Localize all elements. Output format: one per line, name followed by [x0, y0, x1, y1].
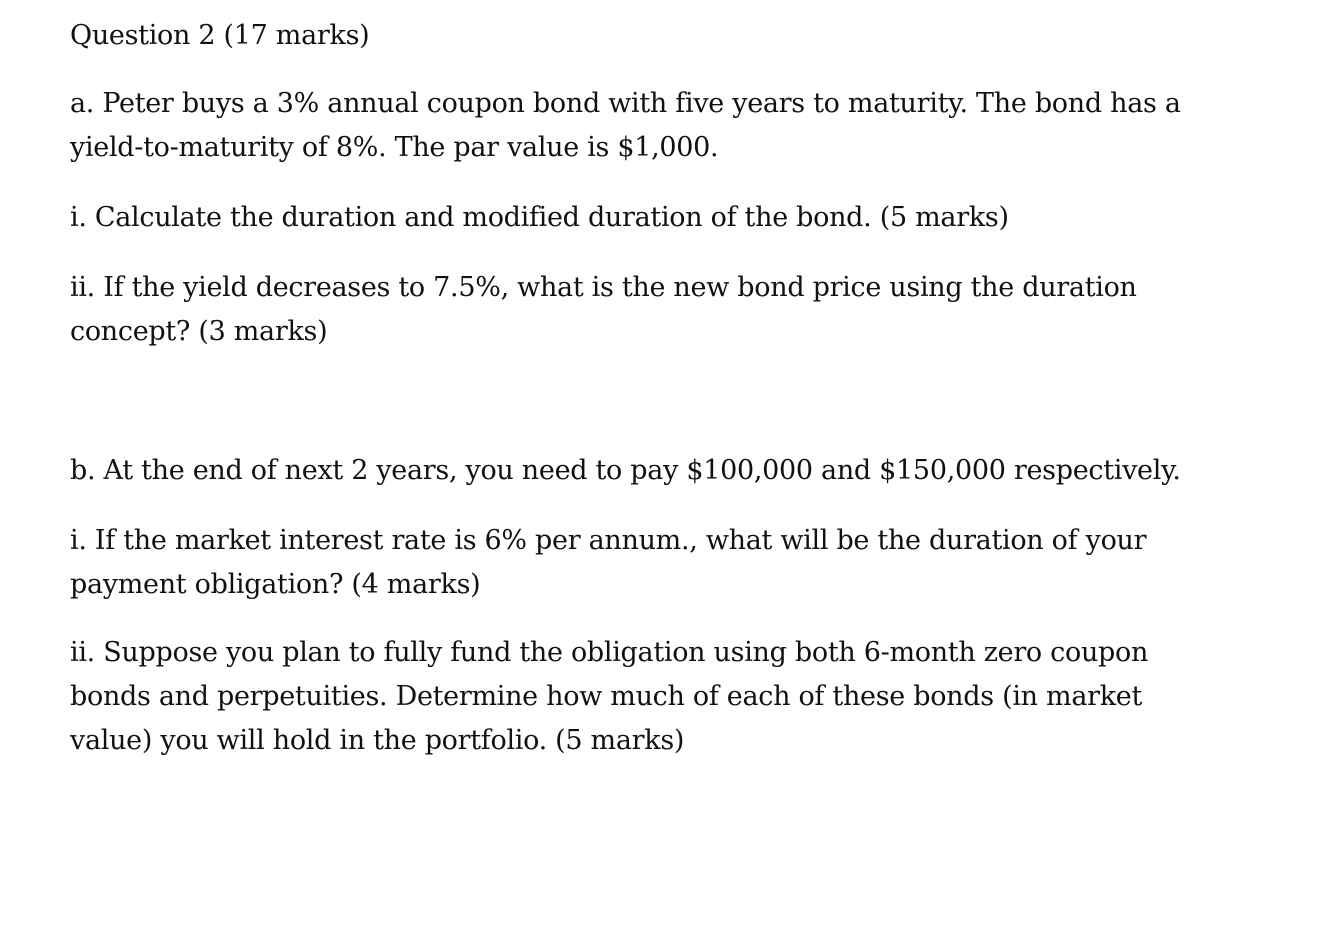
- part-a-question-ii: ii. If the yield decreases to 7.5%, what is the new bond price using the duration concept? (3 marks): [70, 272, 1137, 347]
- question-title: Question 2 (17 marks): [70, 20, 370, 51]
- part-a-intro: a. Peter buys a 3% annual coupon bond with five years to maturity. The bond has a yield-to-maturity of 8%. The par value is $1,000.: [70, 88, 1181, 163]
- part-b-question-ii: ii. Suppose you plan to fully fund the obligation using both 6-month zero coupon bonds and perpetuities. Determine how much of each of these bonds (in market value) you will hold in the portfolio. (5 marks): [70, 637, 1149, 756]
- part-a-question-i: i. Calculate the duration and modified duration of the bond. (5 marks): [70, 202, 1009, 233]
- part-b-intro: b. At the end of next 2 years, you need to pay $100,000 and $150,000 respectively.: [70, 455, 1181, 486]
- part-b-question-i: i. If the market interest rate is 6% per annum., what will be the duration of your payment obligation? (4 marks): [70, 525, 1147, 600]
